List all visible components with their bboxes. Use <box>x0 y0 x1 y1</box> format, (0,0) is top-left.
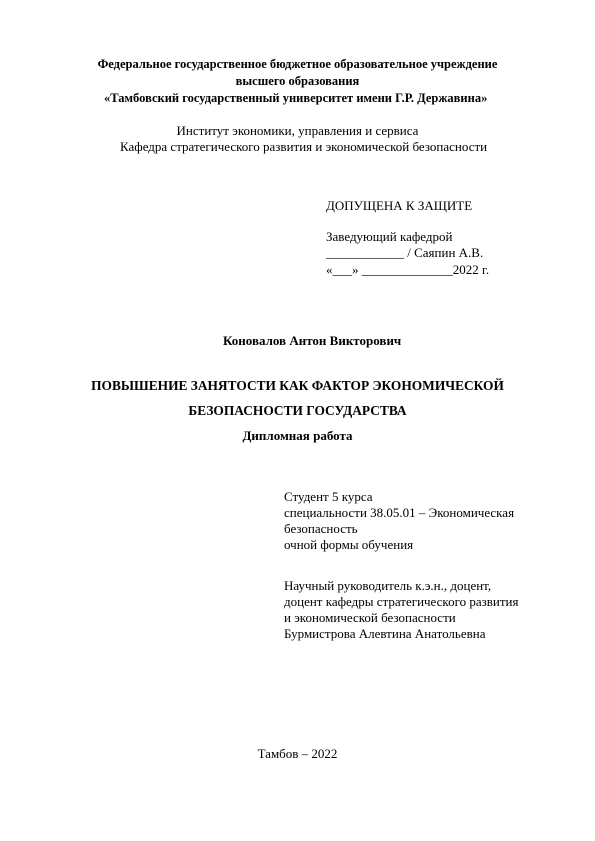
org-line-1: Федеральное государственное бюджетное образовательное учреждение <box>97 57 498 71</box>
approval-signature: ____________ / Саяпин А.В. <box>326 245 484 260</box>
work-title-line-1: ПОВЫШЕНИЕ ЗАНЯТОСТИ КАК ФАКТОР ЭКОНОМИЧЕСКОЙ <box>91 378 504 393</box>
supervisor-line-3: и экономической безопасности <box>284 610 456 625</box>
supervisor-name: Бурмистрова Алевтина Анатольевна <box>284 626 486 641</box>
author-name: Коновалов Антон Викторович <box>223 333 402 348</box>
student-line-1: Студент 5 курса <box>284 489 373 504</box>
institute-name: Институт экономики, управления и сервиса <box>176 123 419 138</box>
approval-date: «___» ______________2022 г. <box>326 262 490 277</box>
university-name: «Тамбовский государственный университет имени Г.Р. Державина» <box>104 91 488 105</box>
work-title-line-2: БЕЗОПАСНОСТИ ГОСУДАРСТВА <box>188 403 407 418</box>
supervisor-line-1: Научный руководитель к.э.н., доцент, <box>284 578 492 593</box>
department-name: Кафедра стратегического развития и экономической безопасности <box>120 139 488 154</box>
approval-title: ДОПУЩЕНА К ЗАЩИТЕ <box>326 198 473 213</box>
student-line-3: безопасность <box>284 521 358 536</box>
supervisor-line-2: доцент кафедры стратегического развития <box>284 594 519 609</box>
city-year: Тамбов – 2022 <box>257 746 338 761</box>
org-line-2: высшего образования <box>235 74 360 88</box>
work-type: Дипломная работа <box>242 428 353 443</box>
student-line-2: специальности 38.05.01 – Экономическая <box>284 505 515 520</box>
student-line-4: очной формы обучения <box>284 537 414 552</box>
approval-role: Заведующий кафедрой <box>326 229 453 244</box>
